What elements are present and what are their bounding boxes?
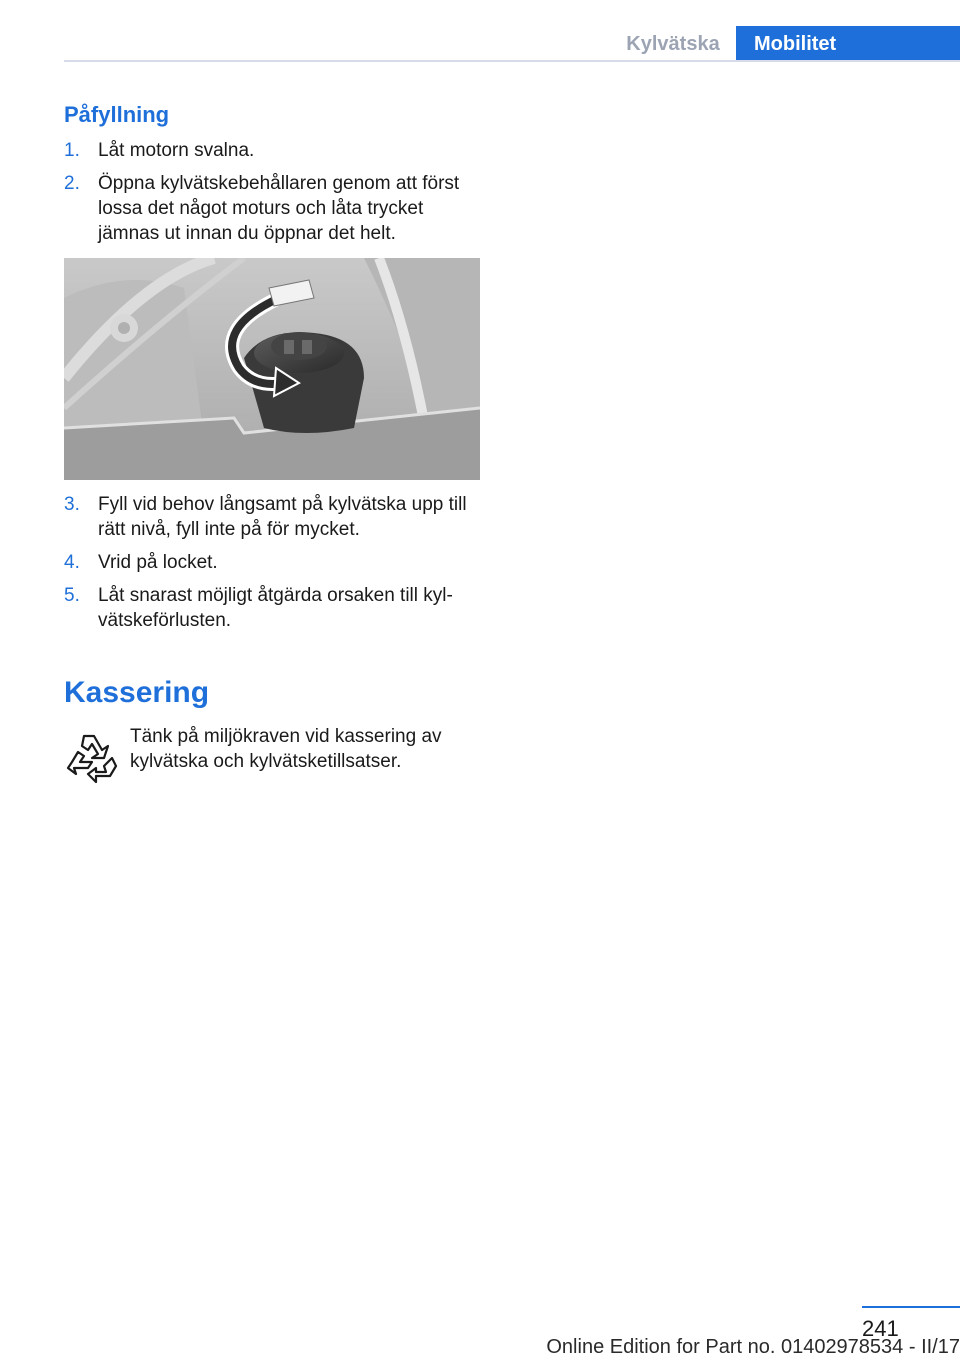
list-item: [64, 550, 484, 575]
refill-steps-list-1: [64, 138, 484, 254]
list-item: [64, 138, 484, 163]
header-section-tab: Kylvätska: [626, 33, 720, 55]
step-number: 2.: [64, 173, 80, 194]
list-item: [64, 492, 484, 542]
list-item: [64, 583, 484, 633]
section-heading-disposal: Kassering: [64, 676, 210, 709]
step-number: 4.: [64, 552, 80, 573]
step-text: Vrid på locket.: [98, 552, 218, 573]
step-text: Öppna kylvätskebehållaren genom att först lossa det något moturs och låta trycket jämnas ut innan du öppnar det helt.: [98, 173, 460, 244]
refill-steps-list-2: [64, 492, 484, 641]
step-text: Fyll vid behov långsamt på kylvätska upp till rätt nivå, fyll inte på för mycket.: [98, 494, 467, 540]
coolant-reservoir-illustration: [64, 258, 480, 480]
step-number: 3.: [64, 494, 80, 515]
step-text: Låt motorn svalna.: [98, 140, 255, 161]
step-number: 5.: [64, 585, 80, 606]
step-number: 1.: [64, 140, 80, 161]
page-number: 241: [862, 1316, 899, 1341]
header-chapter-tab: Mobilitet: [736, 26, 960, 62]
disposal-note: Tänk på miljökraven vid kassering av kylvätska och kylvätsketillsatser.: [130, 726, 442, 772]
footer-edition: Online Edition for Part no. 01402978534 - II/17: [546, 1336, 960, 1358]
list-item: [64, 171, 484, 246]
step-text: Låt snarast möjligt åtgärda orsaken till kyl‐vätskeförlusten.: [98, 585, 453, 631]
footer-divider: [862, 1306, 960, 1308]
header-divider: [64, 60, 960, 62]
recycle-icon: [64, 728, 120, 784]
section-heading-refill: Påfyllning: [64, 102, 170, 127]
